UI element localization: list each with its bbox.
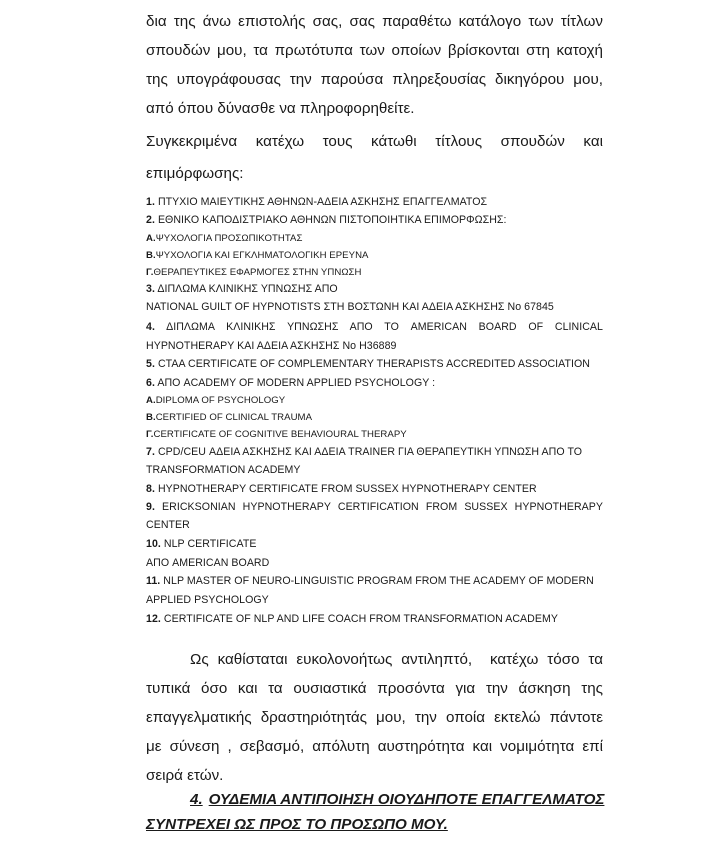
- closing-line: επαγγελματικής δραστηριότητάς μου, την οποία εκτελώ πάντοτε: [146, 709, 603, 726]
- closing-line: Ως καθίσταται ευκολονοήτως αντιληπτό, κατέχω τόσο τα: [190, 651, 603, 668]
- list-item-number: 6.: [146, 377, 155, 389]
- list-item: [146, 445, 603, 460]
- list-item: [146, 195, 603, 210]
- intro-line: από όπου δύνασθε να πληροφορηθείτε.: [146, 100, 415, 117]
- section-heading-line1: ΟΥΔΕΜΙΑ ΑΝΤΙΠΟΙΗΣΗ ΟΙΟΥΔΗΠΟΤΕ ΕΠΑΓΓΕΛΜΑΤΟΣ: [208, 791, 605, 808]
- list-subitem: [146, 427, 603, 442]
- list-subitem: [146, 231, 603, 246]
- list-item-number: Β.: [146, 250, 156, 261]
- list-item-number: Α.: [146, 233, 156, 244]
- list-item-number: 2.: [146, 214, 155, 226]
- list-item-number: A.: [146, 395, 156, 406]
- list-item: [146, 500, 603, 515]
- intro-line: δια της άνω επιστολής σας, σας παραθέτω κατάλογο των τίτλων: [146, 13, 603, 30]
- list-item-text: ΑΠΟ AMERICAN BOARD: [146, 557, 270, 569]
- closing-line: σειρά ετών.: [146, 767, 224, 784]
- list-item-text: ΨΥΧΟΛΟΓΙΑ ΠΡΟΣΩΠΙΚΟΤΗΤΑΣ: [155, 233, 303, 244]
- list-item-continued: [146, 556, 603, 571]
- list-item-number: Γ.: [146, 429, 154, 440]
- list-item: [146, 612, 603, 627]
- list-item-continued: [146, 339, 603, 354]
- list-item-number: 4.: [146, 321, 155, 333]
- list-item: [146, 357, 603, 372]
- list-item-text: CPD/CEU ΑΔΕΙΑ ΑΣΚΗΣΗΣ ΚΑΙ ΑΔΕΙΑ TRAINER ΓΙΑ ΘΕΡΑΠΕΥΤΙΚΗ ΥΠΝΩΣΗ ΑΠΟ ΤΟ: [157, 446, 583, 458]
- list-item-text: NATIONAL GUILT OF HYPNOTISTS ΣΤΗ ΒΟΣΤΩΝΗ ΚΑΙ ΑΔΕΙΑ ΑΣΚΗΣΗΣ Νο 67845: [146, 301, 554, 313]
- list-item-number: 5.: [146, 358, 155, 370]
- closing-line: τυπικά όσο και τα ουσιαστικά προσόντα για την άσκηση της: [146, 680, 603, 697]
- list-item-text: CENTER: [146, 519, 190, 531]
- list-item-continued: [146, 463, 603, 478]
- list-item-text: CTAA CERTIFICATE OF COMPLEMENTARY THERAPISTS ACCREDITED ASSOCIATION: [157, 358, 591, 370]
- list-item-text: ΨΥΧΟΛΟΓΙΑ ΚΑΙ ΕΓΚΛΗΜΑΤΟΛΟΓΙΚΗ ΕΡΕΥΝΑ: [155, 250, 369, 261]
- list-item: [146, 574, 603, 589]
- list-item-number: 11.: [146, 575, 161, 587]
- list-item-text: ΔΙΠΛΩΜΑ ΚΛΙΝΙΚΗΣ ΥΠΝΩΣΗΣ ΑΠΟ: [157, 283, 338, 295]
- section-heading-number: 4.: [190, 791, 203, 808]
- list-item-continued: [146, 518, 603, 533]
- intro-line: σπουδών μου, τα πρωτότυπα των οποίων βρίσκονται στη κατοχή: [146, 42, 603, 59]
- list-item-continued: [146, 300, 603, 315]
- list-item-text: DIPLOMA OF PSYCHOLOGY: [155, 395, 286, 406]
- intro-line: της υπογράφουσας την παρούσα πληρεξουσίας δικηγόρου μου,: [146, 71, 603, 88]
- list-item-text: ΑΠΟ ACADEMY OF MODERN APPLIED PSYCHOLOGY :: [157, 377, 436, 389]
- intro-line: επιμόρφωσης:: [146, 165, 244, 182]
- list-item-text: HYPNOTHERAPY CERTIFICATE FROM SUSSEX HYPNOTHERAPY CENTER: [157, 483, 537, 495]
- list-item-text: ERICKSONIAN HYPNOTHERAPY CERTIFICATION FROM SUSSEX HYPNOTHERAPY: [162, 501, 603, 513]
- list-item-number: 8.: [146, 483, 155, 495]
- list-item-number: 1.: [146, 196, 155, 208]
- list-item-text: ΔΙΠΛΩΜΑ ΚΛΙΝΙΚΗΣ ΥΠΝΩΣΗΣ ΑΠΟ ΤΟ AMERICAN BOARD OF CLINICAL: [166, 321, 603, 333]
- section-heading-line2: ΣΥΝΤΡΕΧΕΙ ΩΣ ΠΡΟΣ ΤΟ ΠΡΟΣΩΠΟ ΜΟΥ.: [146, 816, 448, 833]
- list-subitem: [146, 393, 603, 408]
- closing-line: με σύνεση , σεβασμό, απόλυτη αυστηρότητα και νομιμότητα επί: [146, 738, 603, 755]
- list-item: [146, 376, 603, 391]
- list-item-number: 9.: [146, 501, 155, 513]
- list-item: [146, 537, 603, 552]
- list-item-text: ΕΘΝΙΚΟ ΚΑΠΟΔΙΣΤΡΙΑΚΟ ΑΘΗΝΩΝ ΠΙΣΤΟΠΟΙΗΤΙΚΑ ΕΠΙΜΟΡΦΩΣΗΣ:: [157, 214, 507, 226]
- list-subitem: [146, 248, 603, 263]
- list-item: [146, 282, 603, 297]
- list-item-text: ΘΕΡΑΠΕΥΤΙΚΕΣ ΕΦΑΡΜΟΓΕΣ ΣΤΗΝ ΥΠΝΩΣΗ: [153, 267, 362, 278]
- list-item-text: NLP CERTIFICATE: [163, 538, 257, 550]
- list-subitem: [146, 265, 603, 280]
- list-subitem: [146, 410, 603, 425]
- list-item-text: HYPNOTHERAPY ΚΑΙ ΑΔΕΙΑ ΑΣΚΗΣΗΣ Νο Η36889: [146, 340, 397, 352]
- list-item: [146, 320, 603, 335]
- list-item-number: Γ.: [146, 267, 154, 278]
- list-item-text: NLP MASTER OF NEURO-LINGUISTIC PROGRAM FROM THE ACADEMY OF MODERN: [163, 575, 594, 587]
- list-item-text: CERTIFIED OF CLINICAL TRAUMA: [155, 412, 313, 423]
- section-heading: [190, 789, 603, 811]
- list-item-number: B.: [146, 412, 156, 423]
- list-item-text: ΠΤΥΧΙΟ ΜΑΙΕΥΤΙΚΗΣ ΑΘΗΝΩΝ-ΑΔΕΙΑ ΑΣΚΗΣΗΣ ΕΠΑΓΓΕΛΜΑΤΟΣ: [157, 196, 488, 208]
- list-item-text: CERTIFICATE OF COGNITIVE BEHAVIOURAL THERAPY: [153, 429, 407, 440]
- list-item-number: 10.: [146, 538, 161, 550]
- list-item-text: TRANSFORMATION ACADEMY: [146, 464, 301, 476]
- list-item-number: 12.: [146, 613, 161, 625]
- list-item-number: 3.: [146, 283, 155, 295]
- list-item: [146, 482, 603, 497]
- list-item-text: CERTIFICATE OF NLP AND LIFE COACH FROM TRANSFORMATION ACADEMY: [163, 613, 558, 625]
- intro-line: Συγκεκριμένα κατέχω τους κάτωθι τίτλους σπουδών και: [146, 133, 603, 150]
- list-item-continued: [146, 593, 603, 608]
- list-item-number: 7.: [146, 446, 155, 458]
- list-item-text: APPLIED PSYCHOLOGY: [146, 594, 269, 606]
- list-item: [146, 213, 603, 228]
